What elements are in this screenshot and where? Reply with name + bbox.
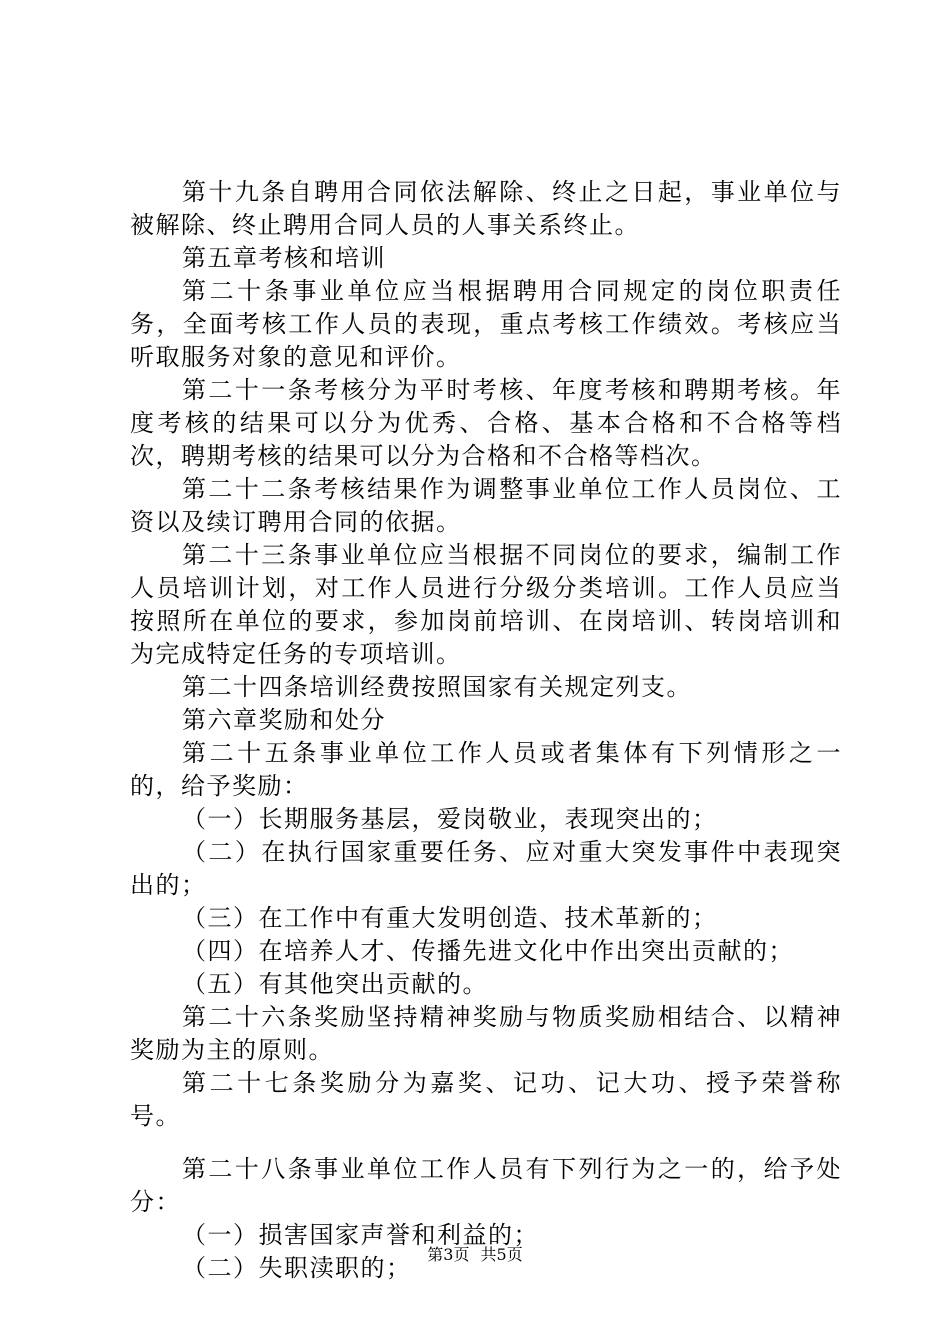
article-25-item-4: （四）在培养人才、传播先进文化中作出突出贡献的； <box>182 937 794 965</box>
page-footer <box>0 1245 950 1265</box>
page-number: 第3页 <box>427 1245 470 1264</box>
paragraph-gap <box>130 1133 842 1153</box>
article-21: 第二十一条考核分为平时考核、年度考核和聘期考核。年度考核的结果可以分为优秀、合格、基本合格和不合格等档次，聘期考核的结果可以分为合格和不合格等档次。 <box>130 376 842 470</box>
chapter-6-heading: 第六章奖励和处分 <box>182 706 386 734</box>
article-27: 第二十七条奖励分为嘉奖、记功、记大功、授予荣誉称号。 <box>130 1069 842 1130</box>
article-28-item-1: （一）损害国家声誉和利益的； <box>182 1221 539 1249</box>
article-28: 第二十八条事业单位工作人员有下列行为之一的，给予处分： <box>130 1155 842 1216</box>
article-25-item-1: （一）长期服务基层，爱岗敬业，表现突出的； <box>182 805 718 833</box>
article-24: 第二十四条培训经费按照国家有关规定列支。 <box>182 673 692 701</box>
article-20: 第二十条事业单位应当根据聘用合同规定的岗位职责任务，全面考核工作人员的表现，重点考核工作绩效。考核应当听取服务对象的意见和评价。 <box>130 277 842 371</box>
article-25-item-5: （五）有其他突出贡献的。 <box>182 970 488 998</box>
article-22: 第二十二条考核结果作为调整事业单位工作人员岗位、工资以及续订聘用合同的依据。 <box>130 475 842 536</box>
article-19: 第十九条自聘用合同依法解除、终止之日起，事业单位与被解除、终止聘用合同人员的人事关系终止。 <box>130 178 842 239</box>
article-25-item-2: （二）在执行国家重要任务、应对重大突发事件中表现突出的； <box>130 838 842 899</box>
article-25-item-3: （三）在工作中有重大发明创造、技术革新的； <box>182 904 718 932</box>
article-28-item-2: （二）失职渎职的； <box>182 1254 412 1282</box>
document-body <box>130 176 842 1285</box>
article-25: 第二十五条事业单位工作人员或者集体有下列情形之一的，给予奖励： <box>130 739 842 800</box>
article-26: 第二十六条奖励坚持精神奖励与物质奖励相结合、以精神奖励为主的原则。 <box>130 1003 842 1064</box>
article-23: 第二十三条事业单位应当根据不同岗位的要求，编制工作人员培训计划，对工作人员进行分级分类培训。工作人员应当按照所在单位的要求，参加岗前培训、在岗培训、转岗培训和为完成特定任务的专项培训。 <box>130 541 842 668</box>
page-total: 共5页 <box>480 1245 523 1264</box>
chapter-5-heading: 第五章考核和培训 <box>182 244 386 272</box>
